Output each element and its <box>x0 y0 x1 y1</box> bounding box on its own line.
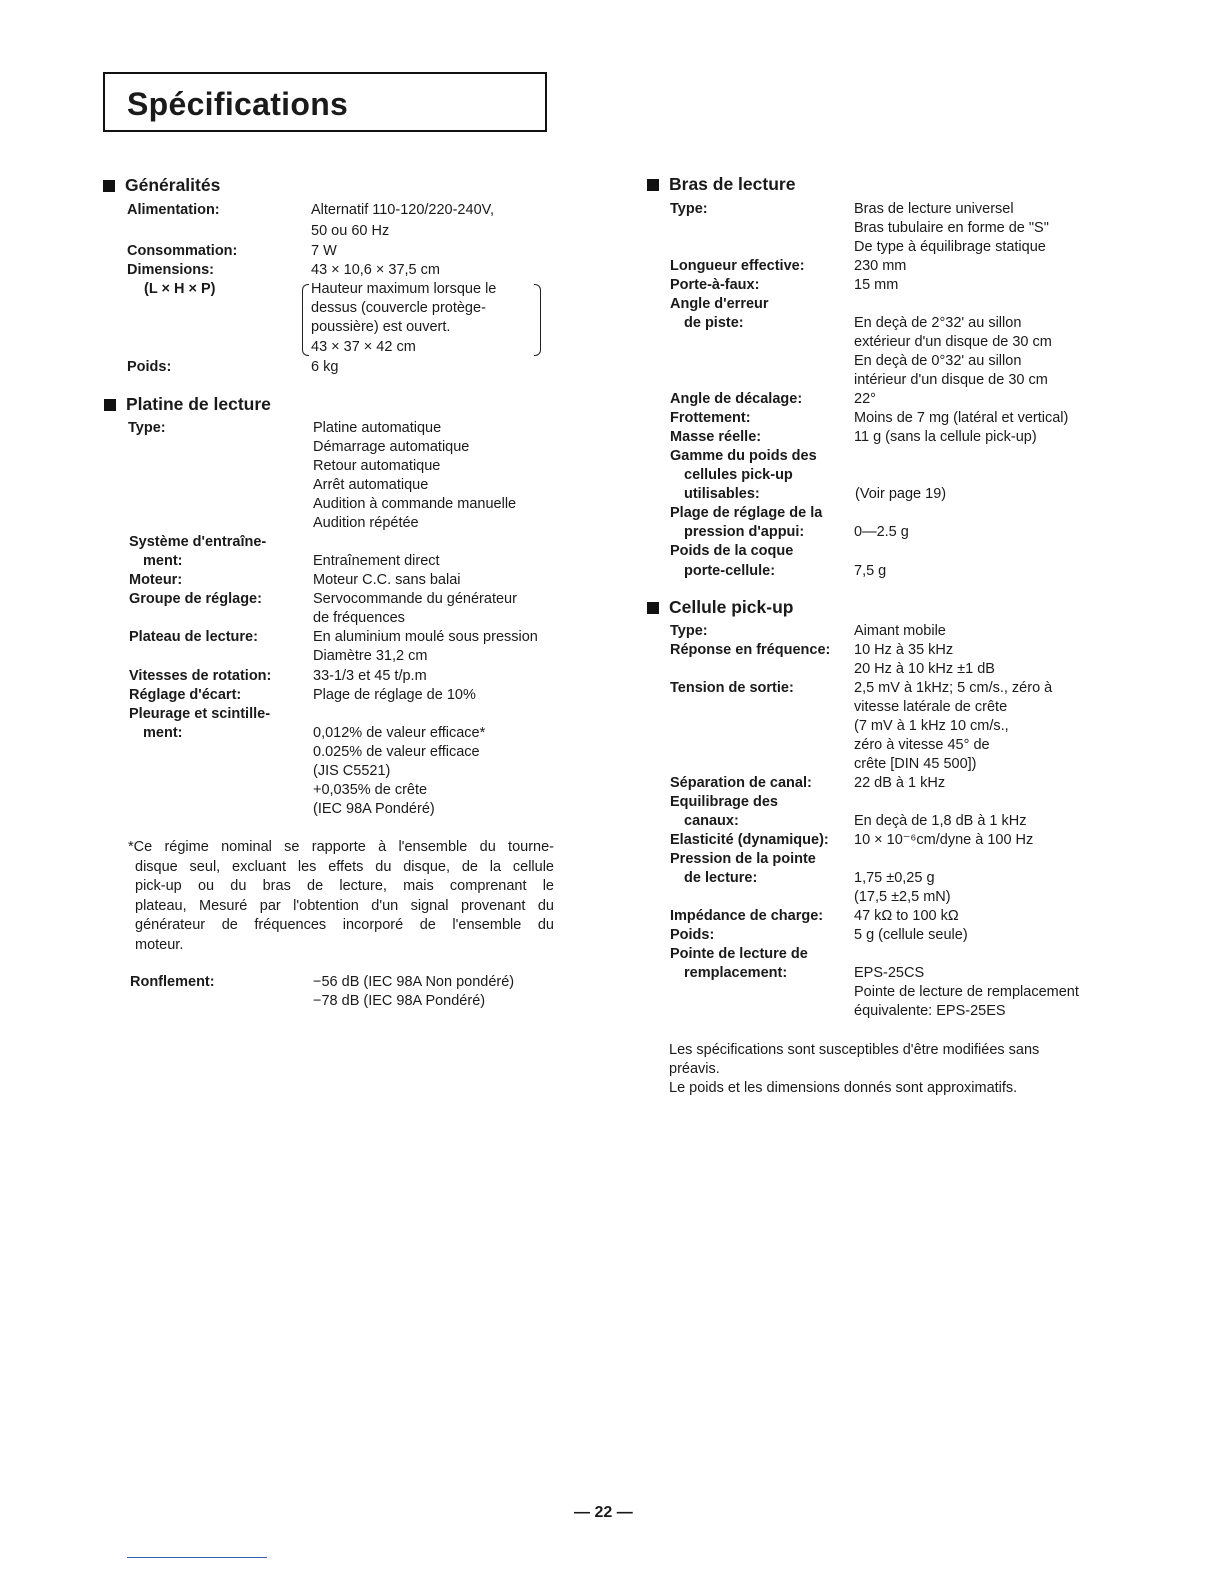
footnote-line: disque seul, excluant les effets du disque, de la cellule <box>135 858 554 875</box>
value-bras-type-3: De type à équilibrage statique <box>854 239 1046 255</box>
label-gamme-1: Gamme du poids des <box>670 448 817 464</box>
title-box <box>103 72 547 132</box>
value-tension-3: (7 mV à 1 kHz 10 cm/s., <box>854 718 1009 734</box>
footnote-line: pick-up ou du bras de lecture, mais comprenant le <box>135 878 554 894</box>
value-tension-4: zéro à vitesse 45° de <box>854 737 990 753</box>
square-bullet-icon <box>104 399 116 411</box>
value-dimensions-note-3: poussière) est ouvert. <box>311 319 451 335</box>
value-frottement: Moins de 7 mg (latéral et vertical) <box>854 410 1069 426</box>
value-elasticite: 10 × 10⁻⁶cm/dyne à 100 Hz <box>854 832 1034 848</box>
value-reglage: Plage de réglage de 10% <box>313 687 476 703</box>
label-separation: Séparation de canal: <box>670 775 812 791</box>
value-cellule-type: Aimant mobile <box>854 623 946 639</box>
square-bullet-icon <box>647 179 659 191</box>
value-tension-1: 2,5 mV à 1kHz; 5 cm/s., zéro à <box>854 680 1053 696</box>
value-dimensions: 43 × 10,6 × 37,5 cm <box>311 262 440 278</box>
value-moteur: Moteur C.C. sans balai <box>313 572 461 588</box>
value-type-1: Platine automatique <box>313 420 442 436</box>
label-pointe-2: remplacement: <box>684 965 788 981</box>
value-equilibrage: En deçà de 1,8 dB à 1 kHz <box>854 813 1027 829</box>
value-pointe-2: Pointe de lecture de remplacement <box>854 984 1079 1000</box>
label-elasticite: Elasticité (dynamique): <box>670 832 829 848</box>
section-platine <box>104 394 271 415</box>
value-coque: 7,5 g <box>854 563 887 579</box>
section-cellule <box>647 597 793 618</box>
value-tension-5: crête [DIN 45 500]) <box>854 756 977 772</box>
value-pleurage-2: 0.025% de valeur efficace <box>313 744 480 760</box>
label-pression-1: Pression de la pointe <box>670 851 816 867</box>
closing-line-3: Le poids et les dimensions donnés sont approximatifs. <box>669 1080 1018 1096</box>
page-title: Spécifications <box>127 86 349 122</box>
value-pointe-3: équivalente: EPS-25ES <box>854 1003 1006 1019</box>
label-equilibrage-2: canaux: <box>684 813 739 829</box>
label-gamme-3: utilisables: <box>684 486 760 502</box>
label-alimentation: Alimentation: <box>127 202 220 218</box>
label-bras-type: Type: <box>670 201 708 217</box>
label-longueur: Longueur effective: <box>670 258 805 274</box>
value-angle-erreur-4: intérieur d'un disque de 30 cm <box>854 372 1048 388</box>
value-type-3: Retour automatique <box>313 458 441 474</box>
value-systeme: Entraînement direct <box>313 553 440 569</box>
label-poids: Poids: <box>127 359 172 375</box>
label-masse: Masse réelle: <box>670 429 762 445</box>
value-dimensions-note-4: 43 × 37 × 42 cm <box>311 339 416 355</box>
footnote <box>128 838 554 955</box>
value-groupe-1: Servocommande du générateur <box>313 591 517 607</box>
label-systeme-1: Système d'entraîne- <box>129 534 267 550</box>
value-vitesses: 33-1/3 et 45 t/p.m <box>313 668 427 684</box>
label-reglage: Réglage d'écart: <box>129 687 242 703</box>
label-tension: Tension de sortie: <box>670 680 794 696</box>
value-ronflement-1: −56 dB (IEC 98A Non pondéré) <box>313 974 515 990</box>
value-dimensions-note-2: dessus (couvercle protège- <box>311 300 486 316</box>
section-heading: Platine de lecture <box>126 394 271 414</box>
square-bullet-icon <box>647 602 659 614</box>
section-heading: Généralités <box>125 175 221 195</box>
value-pleurage-5: (IEC 98A Pondéré) <box>313 801 435 817</box>
label-plateau: Plateau de lecture: <box>129 629 258 645</box>
value-bras-type-2: Bras tubulaire en forme de "S" <box>854 220 1049 236</box>
footer-divider <box>127 1557 267 1558</box>
section-generalites <box>103 175 220 196</box>
label-systeme-2: ment: <box>143 553 183 569</box>
value-pleurage-4: +0,035% de crête <box>313 782 428 798</box>
value-pleurage-1: 0,012% de valeur efficace* <box>313 725 486 741</box>
label-cellule-poids: Poids: <box>670 927 715 943</box>
closing-line-1: Les spécifications sont susceptibles d'être modifiées sans <box>669 1042 1040 1058</box>
footnote-line: moteur. <box>135 936 184 953</box>
value-type-5: Audition à commande manuelle <box>313 496 517 512</box>
section-bras <box>647 174 795 195</box>
label-coque-2: porte-cellule: <box>684 563 776 579</box>
label-pleurage-2: ment: <box>143 725 183 741</box>
value-separation: 22 dB à 1 kHz <box>854 775 946 791</box>
label-moteur: Moteur: <box>129 572 183 588</box>
value-type-4: Arrêt automatique <box>313 477 429 493</box>
value-angle-decalage: 22° <box>854 391 876 407</box>
value-masse: 11 g (sans la cellule pick-up) <box>854 429 1037 445</box>
value-pleurage-3: (JIS C5521) <box>313 763 391 779</box>
section-heading: Cellule pick-up <box>669 597 794 617</box>
label-type: Type: <box>128 420 166 436</box>
value-alimentation-2: 50 ou 60 Hz <box>311 223 390 239</box>
value-angle-erreur-3: En deçà de 0°32' au sillon <box>854 353 1022 369</box>
label-cellule-type: Type: <box>670 623 708 639</box>
label-gamme-2: cellules pick-up <box>684 467 793 483</box>
label-plage-2: pression d'appui: <box>684 524 805 540</box>
value-reponse-2: 20 Hz à 10 kHz ±1 dB <box>854 661 995 677</box>
footnote-line: plateau, Mesuré par l'obtention d'un signal provenant du <box>135 897 554 914</box>
label-impedance: Impédance de charge: <box>670 908 824 924</box>
left-brace <box>302 284 309 356</box>
value-gamme: (Voir page 19) <box>855 486 947 502</box>
value-groupe-2: de fréquences <box>313 610 405 626</box>
value-pression-1: 1,75 ±0,25 g <box>854 870 935 886</box>
value-longueur: 230 mm <box>854 258 907 274</box>
value-pression-2: (17,5 ±2,5 mN) <box>854 889 951 905</box>
value-consommation: 7 W <box>311 243 337 259</box>
label-pleurage-1: Pleurage et scintille- <box>129 706 271 722</box>
page-number: — 22 — <box>574 1504 633 1521</box>
value-plage: 0—2.5 g <box>854 524 909 540</box>
label-ronflement: Ronflement: <box>130 974 215 990</box>
value-alimentation-1: Alternatif 110-120/220-240V, <box>311 202 494 218</box>
label-pression-2: de lecture: <box>684 870 758 886</box>
value-cellule-poids: 5 g (cellule seule) <box>854 927 968 943</box>
label-frottement: Frottement: <box>670 410 751 426</box>
footnote-line: générateur de fréquences incorporé de l'ensemble du <box>135 917 554 933</box>
footnote-line: *Ce régime nominal se rapporte à l'ensemble du tourne- <box>128 839 554 855</box>
label-equilibrage-1: Equilibrage des <box>670 794 778 810</box>
label-groupe: Groupe de réglage: <box>129 591 262 607</box>
label-coque-1: Poids de la coque <box>670 543 794 559</box>
closing-line-2: préavis. <box>669 1061 720 1077</box>
label-reponse: Réponse en fréquence: <box>670 642 831 658</box>
label-porte: Porte-à-faux: <box>670 277 760 293</box>
value-bras-type-1: Bras de lecture universel <box>854 201 1014 217</box>
section-heading: Bras de lecture <box>669 174 796 194</box>
label-plage-1: Plage de réglage de la <box>670 505 823 521</box>
label-dimensions: Dimensions: <box>127 262 215 278</box>
value-poids: 6 kg <box>311 359 339 375</box>
label-angle-decalage: Angle de décalage: <box>670 391 803 407</box>
label-vitesses: Vitesses de rotation: <box>129 668 272 684</box>
value-angle-erreur-1: En deçà de 2°32' au sillon <box>854 315 1022 331</box>
value-reponse-1: 10 Hz à 35 kHz <box>854 642 954 658</box>
value-dimensions-note-1: Hauteur maximum lorsque le <box>311 281 497 297</box>
label-angle-erreur-2: de piste: <box>684 315 744 331</box>
value-impedance: 47 kΩ to 100 kΩ <box>854 908 959 924</box>
square-bullet-icon <box>103 180 115 192</box>
value-plateau-1: En aluminium moulé sous pression <box>313 629 538 645</box>
value-type-2: Démarrage automatique <box>313 439 470 455</box>
value-porte: 15 mm <box>854 277 899 293</box>
label-angle-erreur-1: Angle d'erreur <box>670 296 769 312</box>
label-pointe-1: Pointe de lecture de <box>670 946 808 962</box>
value-pointe-1: EPS-25CS <box>854 965 925 981</box>
value-ronflement-2: −78 dB (IEC 98A Pondéré) <box>313 993 486 1009</box>
value-angle-erreur-2: extérieur d'un disque de 30 cm <box>854 334 1052 350</box>
label-dimensions-sub: (L × H × P) <box>144 281 216 297</box>
value-plateau-2: Diamètre 31,2 cm <box>313 648 428 664</box>
value-type-6: Audition répétée <box>313 515 419 531</box>
right-brace <box>534 284 541 356</box>
label-consommation: Consommation: <box>127 243 238 259</box>
value-tension-2: vitesse latérale de crête <box>854 699 1008 715</box>
